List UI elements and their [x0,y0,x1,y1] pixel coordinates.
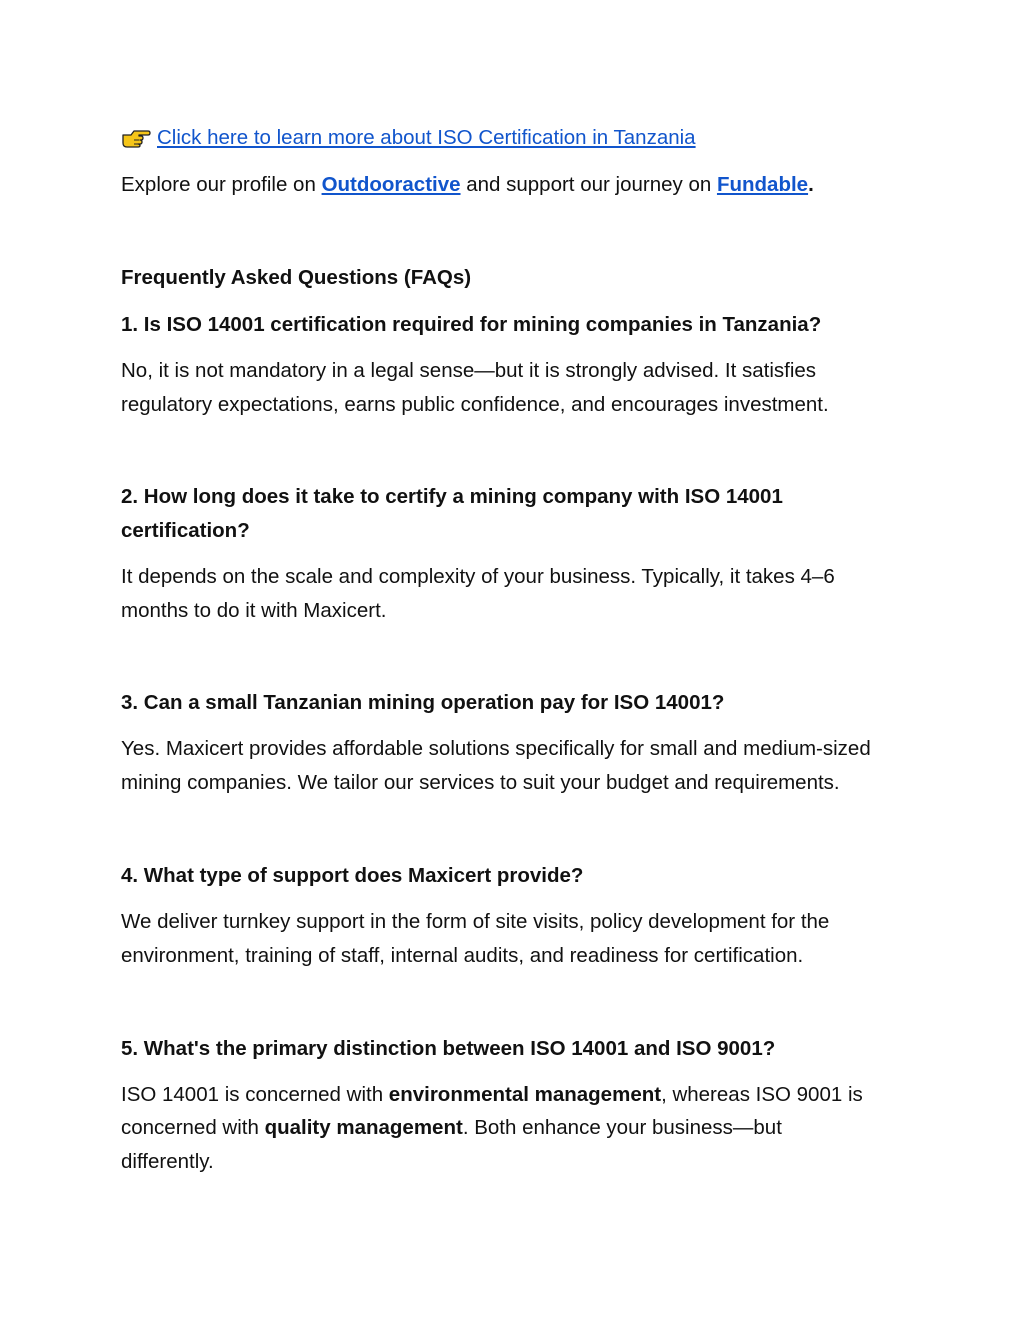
faq-question-2-line-2: certification? [121,519,250,542]
faq-question-3: 3. Can a small Tanzanian mining operation pay for ISO 14001? [121,691,725,714]
outdooractive-link[interactable]: Outdooractive [321,173,461,196]
faq-question-5: 5. What's the primary distinction between ISO 14001 and ISO 9001? [121,1037,776,1060]
iso-certification-tanzania-link[interactable]: Click here to learn more about ISO Certification in Tanzania [157,126,696,149]
explore-middle: and support our journey on [460,173,717,196]
faq-answer-2-line-2: months to do it with Maxicert. [121,599,387,622]
faq-question-4: 4. What type of support does Maxicert provide? [121,864,584,887]
faq-answer-5-line-1 [121,1078,863,1112]
answer-5-text-d: concerned with [121,1116,265,1139]
pointing-hand-icon [121,125,151,147]
faq-answer-5-line-3: differently. [121,1150,214,1173]
answer-5-text-c: , whereas ISO 9001 is [661,1083,863,1106]
answer-5-text-e: . Both enhance your business—but [462,1116,782,1139]
faq-question-2-line-1: 2. How long does it take to certify a mining company with ISO 14001 [121,485,783,508]
fundable-link[interactable]: Fundable [716,173,809,196]
faq-answer-1-line-2: regulatory expectations, earns public confidence, and encourages investment. [121,393,829,416]
environmental-management-emphasis: environmental management [388,1083,662,1106]
quality-management-emphasis: quality management [264,1116,463,1139]
faq-answer-4-line-1: We deliver turnkey support in the form of site visits, policy development for the [121,910,830,933]
faq-heading: Frequently Asked Questions (FAQs) [121,266,472,289]
answer-5-text-a: ISO 14001 is concerned with [121,1083,389,1106]
faq-answer-3-line-2: mining companies. We tailor our services to suit your budget and requirements. [121,771,840,794]
faq-answer-5-line-2 [121,1111,782,1145]
promo-link-row [121,121,696,155]
explore-suffix: . [808,173,814,196]
explore-line [121,168,814,202]
faq-answer-4-line-2: environment, training of staff, internal audits, and readiness for certification. [121,944,804,967]
faq-answer-2-line-1: It depends on the scale and complexity of your business. Typically, it takes 4–6 [121,565,835,588]
faq-answer-3-line-1: Yes. Maxicert provides affordable solutions specifically for small and medium-sized [121,737,871,760]
faq-answer-1-line-1: No, it is not mandatory in a legal sense—but it is strongly advised. It satisfies [121,359,817,382]
explore-prefix: Explore our profile on [121,173,322,196]
faq-question-1: 1. Is ISO 14001 certification required for mining companies in Tanzania? [121,313,822,336]
